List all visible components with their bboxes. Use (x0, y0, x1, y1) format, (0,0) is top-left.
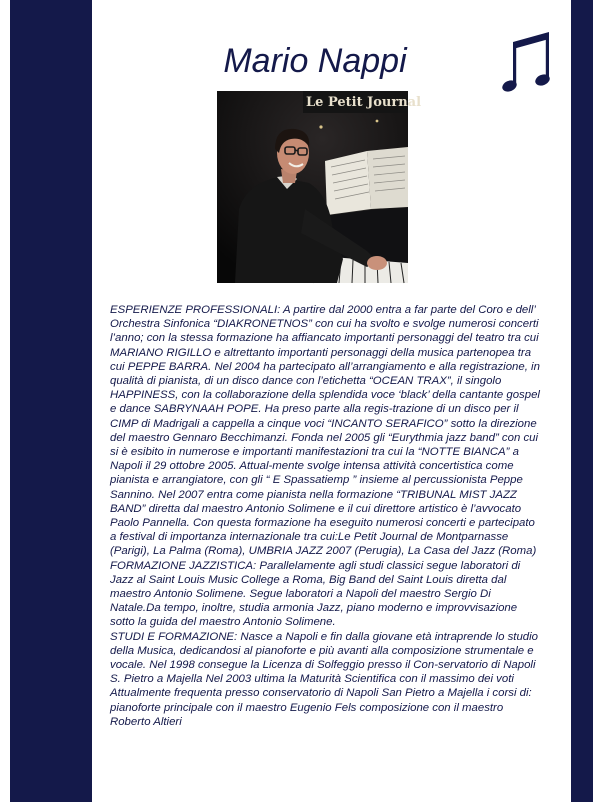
music-note-icon (502, 28, 556, 96)
biography-text (110, 303, 542, 729)
left-border-band (10, 0, 92, 802)
portrait-photo (217, 91, 422, 283)
page-title: Mario Nappi (223, 42, 407, 80)
bio-paragraph-studies: STUDI E FORMAZIONE: Nasce a Napoli e fin dalla giovane età intraprende lo studio della Musica, dedicandosi al pianoforte e più avanti alla composizione strumentale e vocale. Nel 1998 consegue la Licenza di Solfeggio presso il Con-servatorio di Napoli S. Pietro a Majella Nel 2003 ultima la Maturità Scientifica con il massimo dei voti Attualmente frequenta presso conservatorio di Napoli San Pietro a Majella i corsi di: pianoforte principale con il maestro Eugenio Fels composizione con il maestro Roberto Altieri (110, 630, 538, 728)
venue-sign: Le Petit Journal (306, 95, 422, 110)
right-border-band (571, 0, 593, 802)
bio-paragraph-jazz: FORMAZIONE JAZZISTICA: Parallelamente agli studi classici segue laboratori di Jazz al Saint Louis Music College a Roma, Big Band del Saint Louis diretta dal maestro Antonio Solimene. Segue laboratori a Napoli del maestro Sergio Di Natale.Da tempo, inoltre, studia armonia Jazz, piano moderno e improvvisazione sotto la guida del maestro Antonio Solimene. (110, 559, 521, 629)
bio-paragraph-professional: ESPERIENZE PROFESSIONALI: A partire dal 2000 entra a far parte del Coro e dell’ Orchestra Sinfonica “DIAKRONETNOS” con cui ha svolto e svolge numerosi concerti l’anno; con la stessa formazione ha affiancato importanti personaggi del teatro tra cui MARIANO RIGILLO e altrettanto importanti personaggi della musica partenopea tra cui PEPPE BARRA. Nel 2004 ha partecipato all’arrangiamento e alla registrazione, in qualità di pianista, di un disco dance con l’etichetta “OCEAN TRAX”, il singolo HAPPINESS, con la collaborazione della splendida voce ‘black’ della cantante gospel e dance SABRYNAAH POPE. Ha preso parte alla regis-trazione di un disco per il CIMP di Madrigali a cappella a cinque voci “INCANTO SERAFICO” sotto la direzione del maestro Gennaro Becchimanzi. Fonda nel 2005 gli “Eurythmia jazz band” con cui si è esibito in numerose e importanti manifestazioni tra cui la “NOTTE BIANCA” a Napoli il 29 ottobre 2005. Attual-mente svolge intensa attività concertistica come pianista e arrangiatore, con gli “ E Spassatiemp ” insieme al percussionista Peppe Sannino. Nel 2007 entra come pianista nella formazione “TRIBUNAL MIST JAZZ BAND” diretta dal maestro Antonio Solimene e il cui direttore artistico è l’avvocato Paolo Pannella. Con questa formazione ha eseguito numerosi concerti e partecipato a festival di importanza internazionale tra cui:Le Petit Journal de Montparnasse (Parigi), La Palma (Roma), UMBRIA JAZZ 2007 (Perugia), La Casa del Jazz (Roma) (110, 304, 540, 558)
